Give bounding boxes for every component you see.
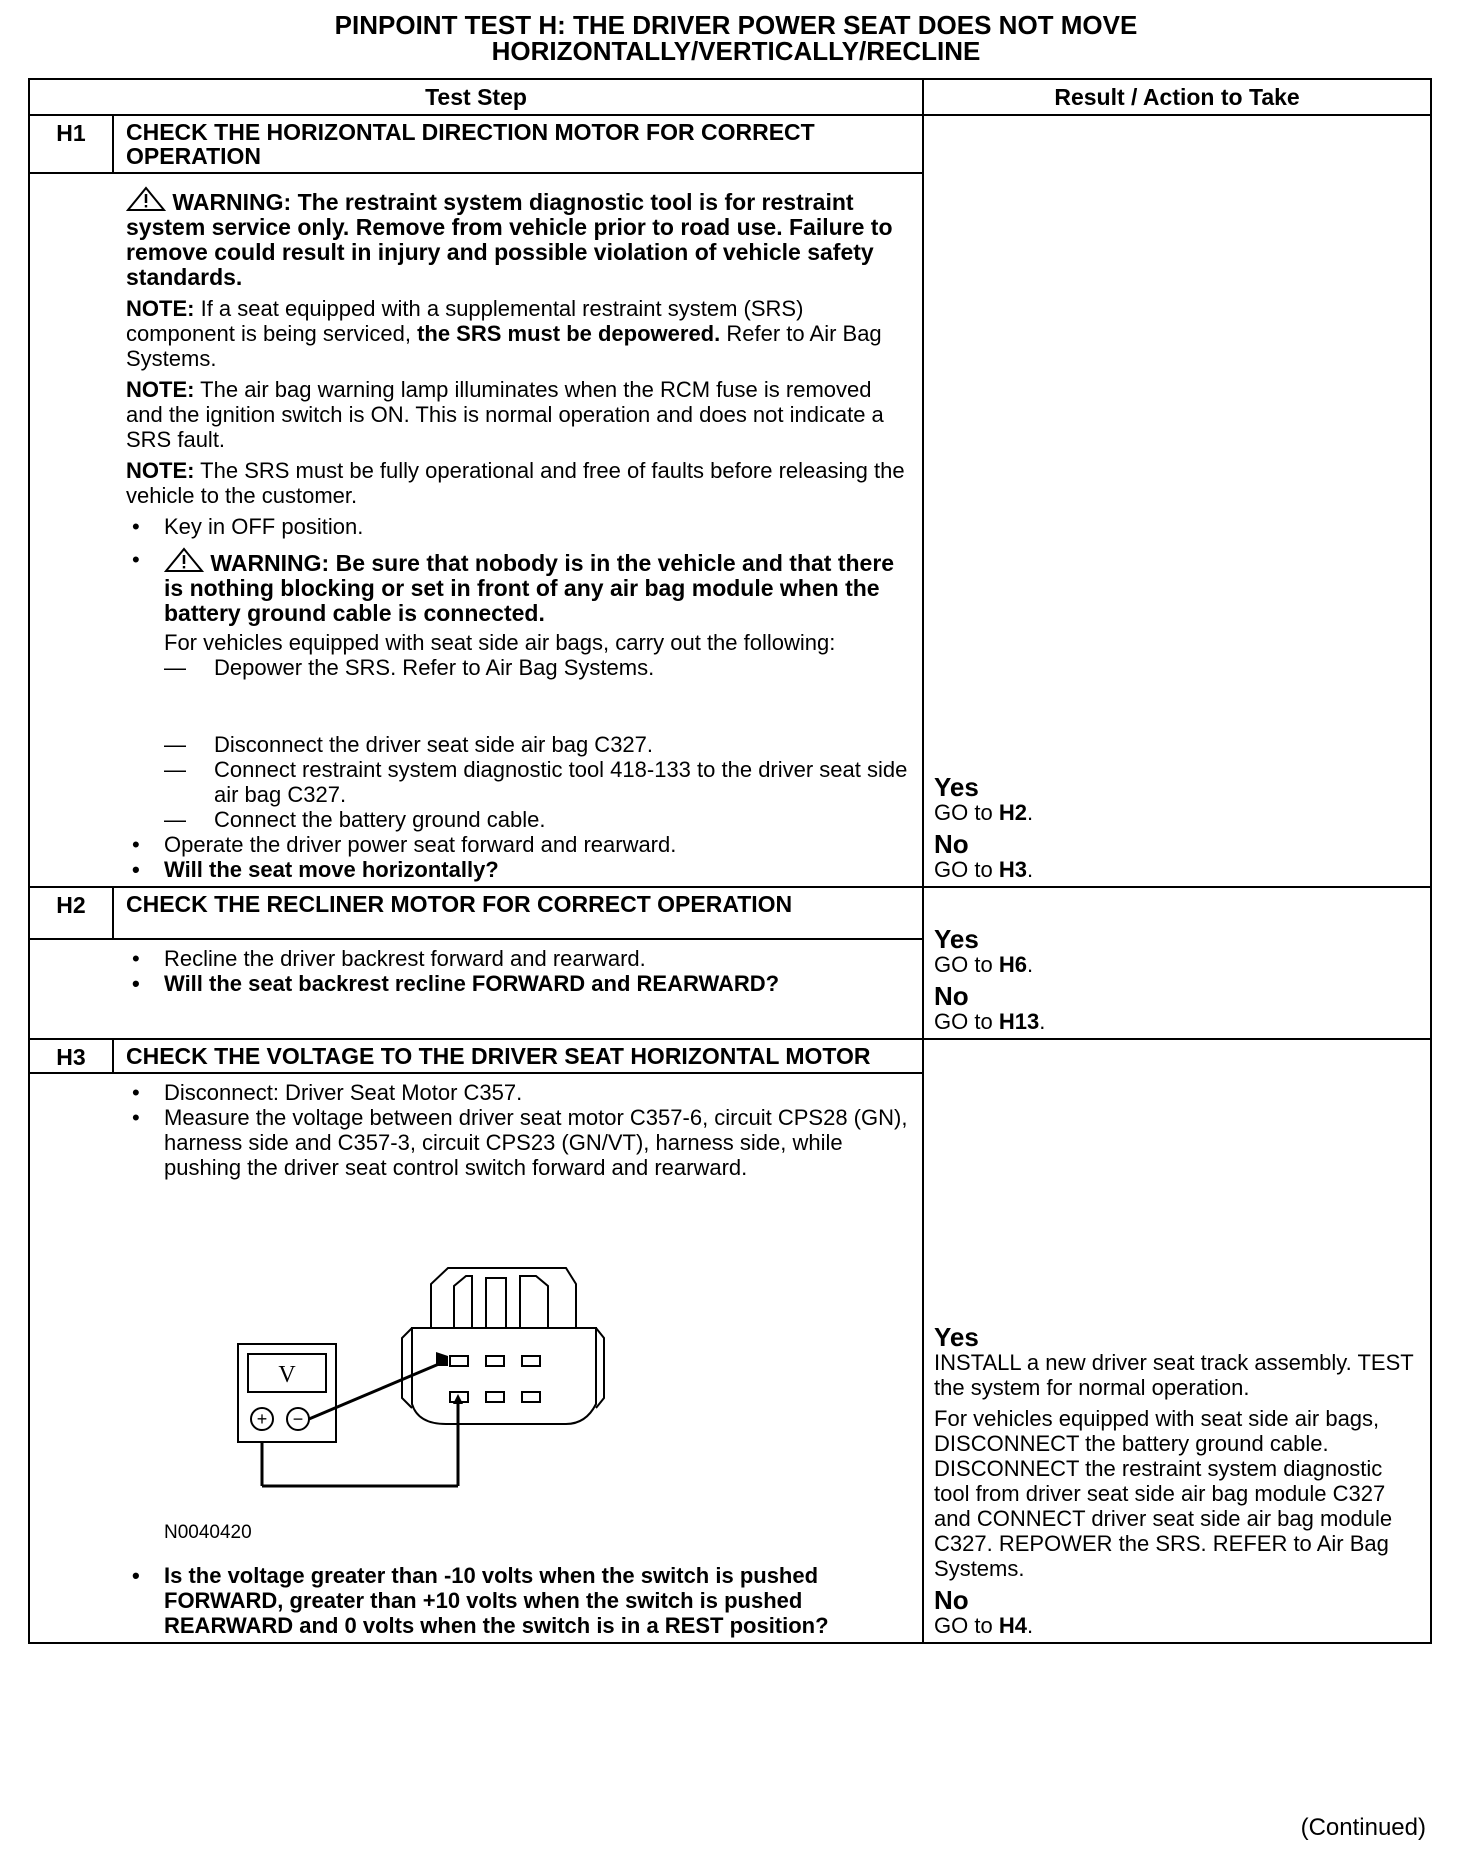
note-1-text-a: If a seat equipped with a supplemental restraint system (SRS) component is being serviced, (126, 296, 804, 346)
seat-side-instruction: For vehicles equipped with seat side air bags, carry out the following: (164, 630, 836, 655)
list-item: • Will the seat move horizontally? (126, 857, 908, 882)
result-yes-label: Yes (934, 924, 979, 954)
result-no-action: GO to (934, 1613, 993, 1638)
result-yes-action-1: INSTALL a new driver seat track assembly. TEST the system for normal operation. (934, 1350, 1414, 1400)
voltmeter-icon (238, 1344, 336, 1442)
list-item: • Recline the driver backrest forward and rearward. (126, 946, 908, 971)
continued-label: (Continued) (1300, 1814, 1426, 1841)
note-label: NOTE: (126, 296, 195, 321)
step-h3-header (29, 1039, 1431, 1073)
list-item (126, 732, 908, 757)
meter-label: V (278, 1362, 296, 1388)
step-h1-header (29, 115, 1431, 173)
step-h2-content (29, 939, 923, 1039)
probe-arrow-icon (436, 1352, 448, 1366)
note-2 (126, 377, 908, 452)
note-1-text-c: Refer to Air Bag Systems. (126, 321, 882, 371)
dash-mark: — (164, 732, 186, 757)
warning-block (164, 547, 908, 626)
warning-text: WARNING: Be sure that nobody is in the vehicle and that there is nothing blocking or set in front of any air bag module when the battery ground cable is connected. (164, 550, 895, 626)
result-no-action: GO to (934, 1009, 993, 1034)
result-yes-action: GO to (934, 952, 993, 977)
list-item (126, 547, 908, 655)
step-id: H3 (29, 1039, 113, 1073)
note-label: NOTE: (126, 458, 195, 483)
minus-terminal-label: − (292, 1409, 304, 1429)
page-title-line1: PINPOINT TEST H: THE DRIVER POWER SEAT DOES NOT MOVE (334, 10, 1138, 40)
note-2-text: The air bag warning lamp illuminates when the RCM fuse is removed and the ignition switch is ON. This is normal operation and does not indicate a SRS fault. (126, 377, 884, 452)
list-item-text: Depower the SRS. Refer to Air Bag Systems. (214, 655, 655, 680)
result-no-action: GO to (934, 857, 993, 882)
list-item: • Operate the driver power seat forward and rearward. (126, 832, 908, 857)
list-item (126, 655, 908, 680)
dash-mark: — (164, 655, 186, 680)
result-no-target[interactable]: H13 (998, 1009, 1040, 1034)
step-h2-result: Yes GO to H6. No GO to H13. (923, 887, 1431, 1039)
result-no-target[interactable]: H4 (998, 1613, 1027, 1638)
voltmeter-connector-diagram (236, 1264, 656, 1494)
step-h1-content (29, 173, 923, 887)
list-item-text: Connect the battery ground cable. (214, 807, 546, 832)
result-yes-label: Yes (934, 772, 979, 802)
column-header-test-step: Test Step (29, 79, 923, 115)
dash-mark: — (164, 757, 186, 782)
warning-triangle-icon (164, 547, 204, 573)
note-1-text-b: the SRS must be depowered. (417, 321, 721, 346)
step-h3-content (29, 1073, 923, 1643)
column-header-result: Result / Action to Take (923, 79, 1431, 115)
step-title: CHECK THE VOLTAGE TO THE DRIVER SEAT HORIZONTAL MOTOR (113, 1039, 923, 1073)
plus-terminal-label: + (256, 1409, 268, 1429)
connector-c357-icon (402, 1268, 604, 1424)
list-item-text: Disconnect the driver seat side air bag C327. (214, 732, 654, 757)
step-h1-result: Yes GO to H2. No GO to H3. (923, 115, 1431, 887)
note-label: NOTE: (126, 377, 195, 402)
list-item (126, 807, 908, 832)
result-no-label: No (934, 1585, 969, 1615)
list-item: • Disconnect: Driver Seat Motor C357. (126, 1080, 908, 1105)
step-h2-header (29, 887, 1431, 939)
step-title: CHECK THE HORIZONTAL DIRECTION MOTOR FOR CORRECT OPERATION (113, 115, 923, 173)
step-title: CHECK THE RECLINER MOTOR FOR CORRECT OPERATION (113, 887, 923, 939)
result-no-target[interactable]: H3 (998, 857, 1027, 882)
step-id: H1 (29, 115, 113, 173)
warning-text: WARNING: The restraint system diagnostic tool is for restraint system service only. Remove from vehicle prior to road use. Failure to remove could result in injury and possible violation of vehicle safety standards. (126, 189, 893, 290)
result-no-label: No (934, 981, 969, 1011)
result-no-label: No (934, 829, 969, 859)
result-yes-action: GO to (934, 800, 993, 825)
note-3-text: The SRS must be fully operational and free of faults before releasing the vehicle to the customer. (126, 458, 905, 508)
warning-block (126, 186, 908, 290)
result-yes-action-2: For vehicles equipped with seat side air bags, DISCONNECT the battery ground cable. DISCONNECT the restraint system diagnostic tool from driver seat side air bag module C327 and CONNECT driver seat side air bag module C327. REPOWER the SRS. REFER to Air Bag Systems. (934, 1406, 1393, 1581)
dash-mark: — (164, 807, 186, 832)
list-item: • Is the voltage greater than -10 volts when the switch is pushed FORWARD, greater than +10 volts when the switch is pushed REARWARD and 0 volts when the switch is in a REST position? (126, 1563, 908, 1638)
list-item: • Key in OFF position. (126, 514, 908, 539)
pinpoint-test-table (28, 78, 1432, 1644)
header-row (29, 79, 1431, 115)
warning-triangle-icon (126, 186, 166, 212)
list-item (126, 757, 908, 807)
list-item: • Measure the voltage between driver seat motor C357-6, circuit CPS28 (GN), harness side and C357-3, circuit CPS23 (GN/VT), harness side, while pushing the driver seat control switch forward and rearward. (126, 1105, 908, 1180)
result-yes-target[interactable]: H6 (998, 952, 1027, 977)
note-3 (126, 458, 908, 508)
list-item-text: Connect restraint system diagnostic tool 418-133 to the driver seat side air bag C327. (214, 757, 908, 807)
step-h3-result: Yes INSTALL a new driver seat track assembly. TEST the system for normal operation. For vehicles equipped with seat side air bags, DISCONNECT the battery ground cable. DISCONNECT the restraint system diagnostic tool from driver seat side air bag module C327 and CONNECT driver seat side air bag module C327. REPOWER the SRS. REFER to Air Bag Systems. No GO to H4. (923, 1039, 1431, 1643)
result-yes-target[interactable]: H2 (998, 800, 1027, 825)
figure-id: N0040420 (164, 1522, 252, 1543)
page-title-line2: HORIZONTALLY/VERTICALLY/RECLINE (491, 36, 981, 66)
note-1 (126, 296, 908, 371)
step-id: H2 (29, 887, 113, 939)
probe-arrow-icon (453, 1394, 463, 1404)
list-item: • Will the seat backrest recline FORWARD and REARWARD? (126, 971, 908, 996)
result-yes-label: Yes (934, 1322, 979, 1352)
